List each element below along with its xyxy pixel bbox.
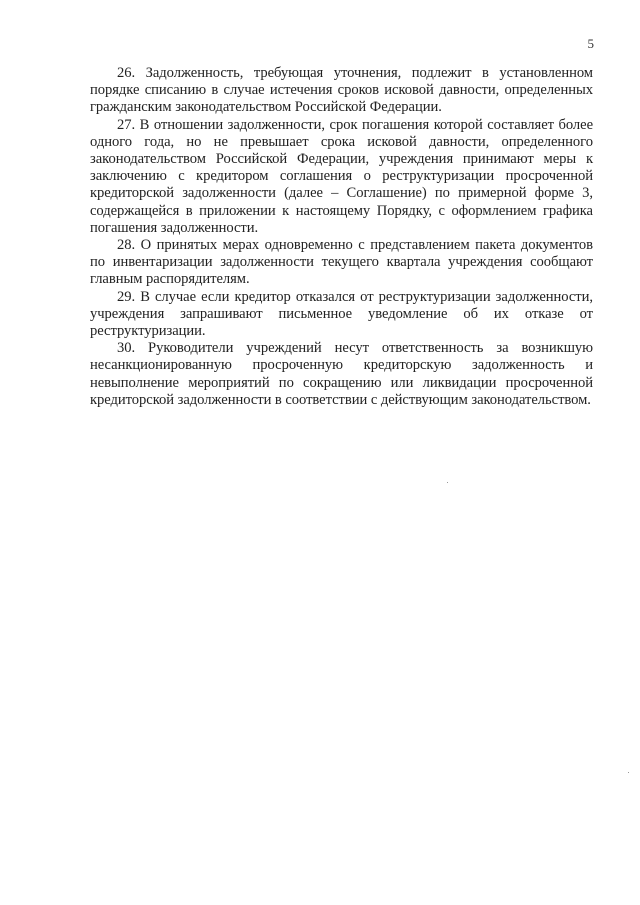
page-number: 5 [587, 36, 594, 51]
document-body [90, 65, 593, 409]
paragraph-28: 28. О принятых мерах одновременно с представлением пакета документов по инвентаризации задолженности текущего квартала учреждения сообщают главным распорядителям. [90, 237, 593, 288]
paragraph-29: 29. В случае если кредитор отказался от реструктуризации задолженности, учреждения запрашивают письменное уведомление об их отказе от реструктуризации. [90, 288, 593, 340]
scan-speck [447, 482, 448, 483]
paragraph-27: 27. В отношении задолженности, срок погашения которой составляет более одного года, но не превышает срока исковой давности, определенного законодательством Российской Федерации, учреждения принимают меры к заключению с кредитором соглашения о реструктуризации просроченной кредиторской задолженности (далее – Соглашение) по примерной форме 3, содержащейся в приложении к настоящему Порядку, с оформлением графика погашения задолженности. [90, 116, 593, 236]
paragraph-30: 30. Руководители учреждений несут ответственность за возникшую несанкционированную просроченную кредиторскую задолженность и невыполнение мероприятий по сокращению или ликвидации просроченной кредиторской задолженности в соответствии с действующим законодательством. [90, 340, 593, 408]
paragraph-26: 26. Задолженность, требующая уточнения, подлежит в установленном порядке списанию в случае истечения сроков исковой давности, определенных гражданским законодательством Российской Федерации. [90, 65, 593, 116]
scan-speck [628, 772, 629, 773]
